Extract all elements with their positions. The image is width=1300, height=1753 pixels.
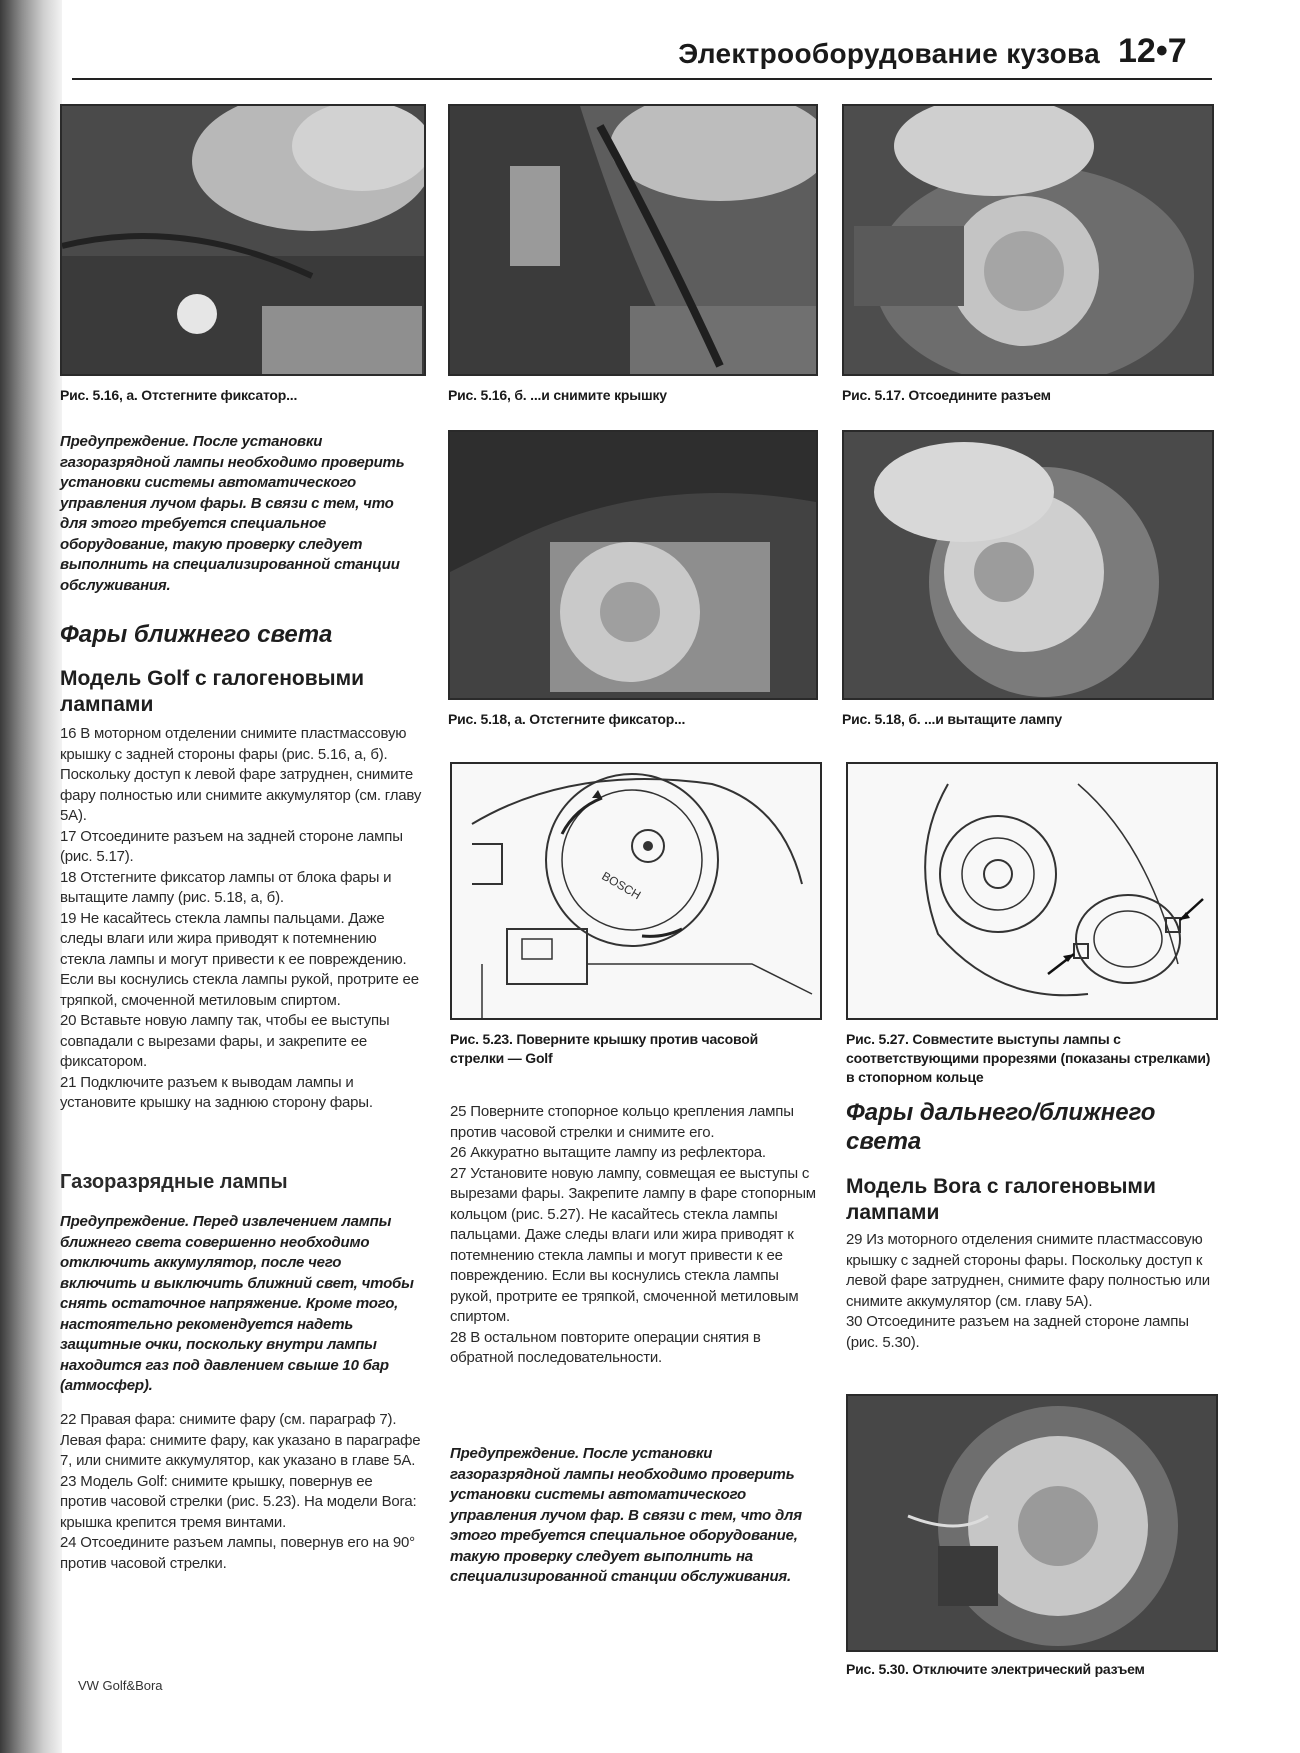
text-col2-steps-25-28 <box>450 1102 820 1369</box>
subheading-bora-halogen: Модель Bora с галогеновыми лампами <box>846 1175 1156 1224</box>
paragraph-21: 21 Подключите разъем к выводам лампы и установите крышку на заднюю сторону фары. <box>60 1073 373 1111</box>
caption-fig-5-27: Рис. 5.27. Совместите выступы лампы с соответствующими прорезями (показаны стрелками) в стопорном кольце <box>846 1031 1211 1085</box>
warning-xenon-adjustment: Предупреждение. После установки газоразрядной лампы необходимо проверить установки системы автоматического управления лучом фары. В связи с тем, что для этого требуется специальное оборудование, такую проверку следует выполнить на специализированной станции обслуживания. <box>60 433 405 594</box>
paragraph-16: 16 В моторном отделении снимите пластмассовую крышку с задней стороны фары (рис. 5.16, а, б). Поскольку доступ к левой фаре затруднен, снимите фару полностью или снимите аккумулятор (см. главу 5А). <box>60 725 422 824</box>
drawing-fig-5-27 <box>846 762 1218 1020</box>
paragraph-24: 24 Отсоедините разъем лампы, повернув его на 90° против часовой стрелки. <box>60 1534 415 1572</box>
warning-xenon-removal: Предупреждение. Перед извлечением лампы ближнего света совершенно необходимо отключить аккумулятор, после чего включить и выключить ближний свет, чтобы снять остаточное напряжение. Кроме того, настоятельно рекомендуется надеть защитные очки, поскольку внутри лампы находится газ под давлением свыше 10 бар (атмосфер). <box>60 1213 414 1394</box>
paragraph-22: 22 Правая фара: снимите фару (см. параграф 7). Левая фара: снимите фару, как указано в параграфе 7, или снимите аккумулятор, как указано в главе 5А. <box>60 1411 421 1469</box>
section-heading-dipped-beam: Фары ближнего света <box>60 621 333 648</box>
photo-fig-5-16a <box>60 104 426 376</box>
warning-xenon-adjustment-2: Предупреждение. После установки газоразрядной лампы необходимо проверить установки системы автоматического управления лучом фар. В связи с тем, что для этого требуется специальное оборудование, такую проверку следует выполнить на специализированной станции обслуживания. <box>450 1445 802 1585</box>
drawing-fig-5-23 <box>450 762 822 1020</box>
photo-fig-5-17 <box>842 104 1214 376</box>
page-number: 12•7 <box>1118 32 1187 70</box>
footer-book-title: VW Golf&Bora <box>78 1678 163 1693</box>
running-header-title: Электрооборудование кузова <box>678 38 1100 69</box>
paragraph-18: 18 Отстегните фиксатор лампы от блока фары и вытащите лампу (рис. 5.18, а, б). <box>60 868 392 906</box>
book-spine-shadow <box>0 0 62 1753</box>
subheading-golf-halogen: Модель Golf с галогеновыми лампами <box>60 667 365 716</box>
paragraph-25: 25 Поверните стопорное кольцо крепления лампы против часовой стрелки и снимите его. <box>450 1103 794 1141</box>
header-rule <box>72 78 1212 80</box>
section-heading-main-dipped-beam: Фары дальнего/ближнего света <box>846 1099 1156 1155</box>
drawing-5-23-brand-label: BOSCH <box>599 868 644 903</box>
caption-fig-5-16a: Рис. 5.16, а. Отстегните фиксатор... <box>60 387 298 403</box>
paragraph-29: 29 Из моторного отделения снимите пластмассовую крышку с задней стороны фары. Поскольку доступ к левой фаре затруднен, снимите фару полностью или снимите аккумулятор (см. главу 5А). <box>846 1231 1210 1310</box>
text-col1-steps-16-21 <box>60 724 422 1114</box>
caption-fig-5-30: Рис. 5.30. Отключите электрический разъем <box>846 1661 1145 1677</box>
caption-fig-5-18b: Рис. 5.18, б. ...и вытащите лампу <box>842 711 1062 727</box>
caption-fig-5-16b: Рис. 5.16, б. ...и снимите крышку <box>448 387 667 403</box>
caption-fig-5-23: Рис. 5.23. Поверните крышку против часовой стрелки — Golf <box>450 1031 758 1066</box>
subheading-xenon-lamps: Газоразрядные лампы <box>60 1171 288 1193</box>
paragraph-27: 27 Установите новую лампу, совмещая ее выступы с вырезами фары. Закрепите лампу в фаре стопорным кольцом (рис. 5.27). Не касайтесь стекла лампы пальцами. Даже следы влаги или жира приводят к потемнению стекла лампы и могут привести к ее повреждению. Если вы коснулись стекла лампы рукой, протрите ее тряпкой, смоченной метиловым спиртом. <box>450 1164 816 1325</box>
paragraph-17: 17 Отсоедините разъем на задней стороне лампы (рис. 5.17). <box>60 827 403 865</box>
caption-fig-5-18a: Рис. 5.18, а. Отстегните фиксатор... <box>448 711 686 727</box>
text-col1-steps-22-24 <box>60 1410 422 1574</box>
paragraph-19: 19 Не касайтесь стекла лампы пальцами. Даже следы влаги или жира приводят к потемнению стекла лампы и могут привести к ее повреждению. Если вы коснулись стекла лампы рукой, протрите ее тряпкой, смоченной метиловым спиртом. <box>60 909 419 1009</box>
photo-fig-5-18a <box>448 430 818 700</box>
caption-fig-5-17: Рис. 5.17. Отсоедините разъем <box>842 387 1051 403</box>
photo-fig-5-16b <box>448 104 818 376</box>
text-col3-steps-29-30 <box>846 1230 1214 1353</box>
photo-fig-5-30 <box>846 1394 1218 1652</box>
paragraph-26: 26 Аккуратно вытащите лампу из рефлектора. <box>450 1144 766 1161</box>
paragraph-23: 23 Модель Golf: снимите крышку, повернув ее против часовой стрелки (рис. 5.23). На модели Bora: крышка крепится тремя винтами. <box>60 1472 417 1531</box>
paragraph-30: 30 Отсоедините разъем на задней стороне лампы (рис. 5.30). <box>846 1313 1189 1351</box>
paragraph-20: 20 Вставьте новую лампу так, чтобы ее выступы совпадали с вырезами фары, и закрепите ее фиксатором. <box>60 1012 390 1070</box>
paragraph-28: 28 В остальном повторите операции снятия в обратной последовательности. <box>450 1328 761 1366</box>
photo-fig-5-18b <box>842 430 1214 700</box>
